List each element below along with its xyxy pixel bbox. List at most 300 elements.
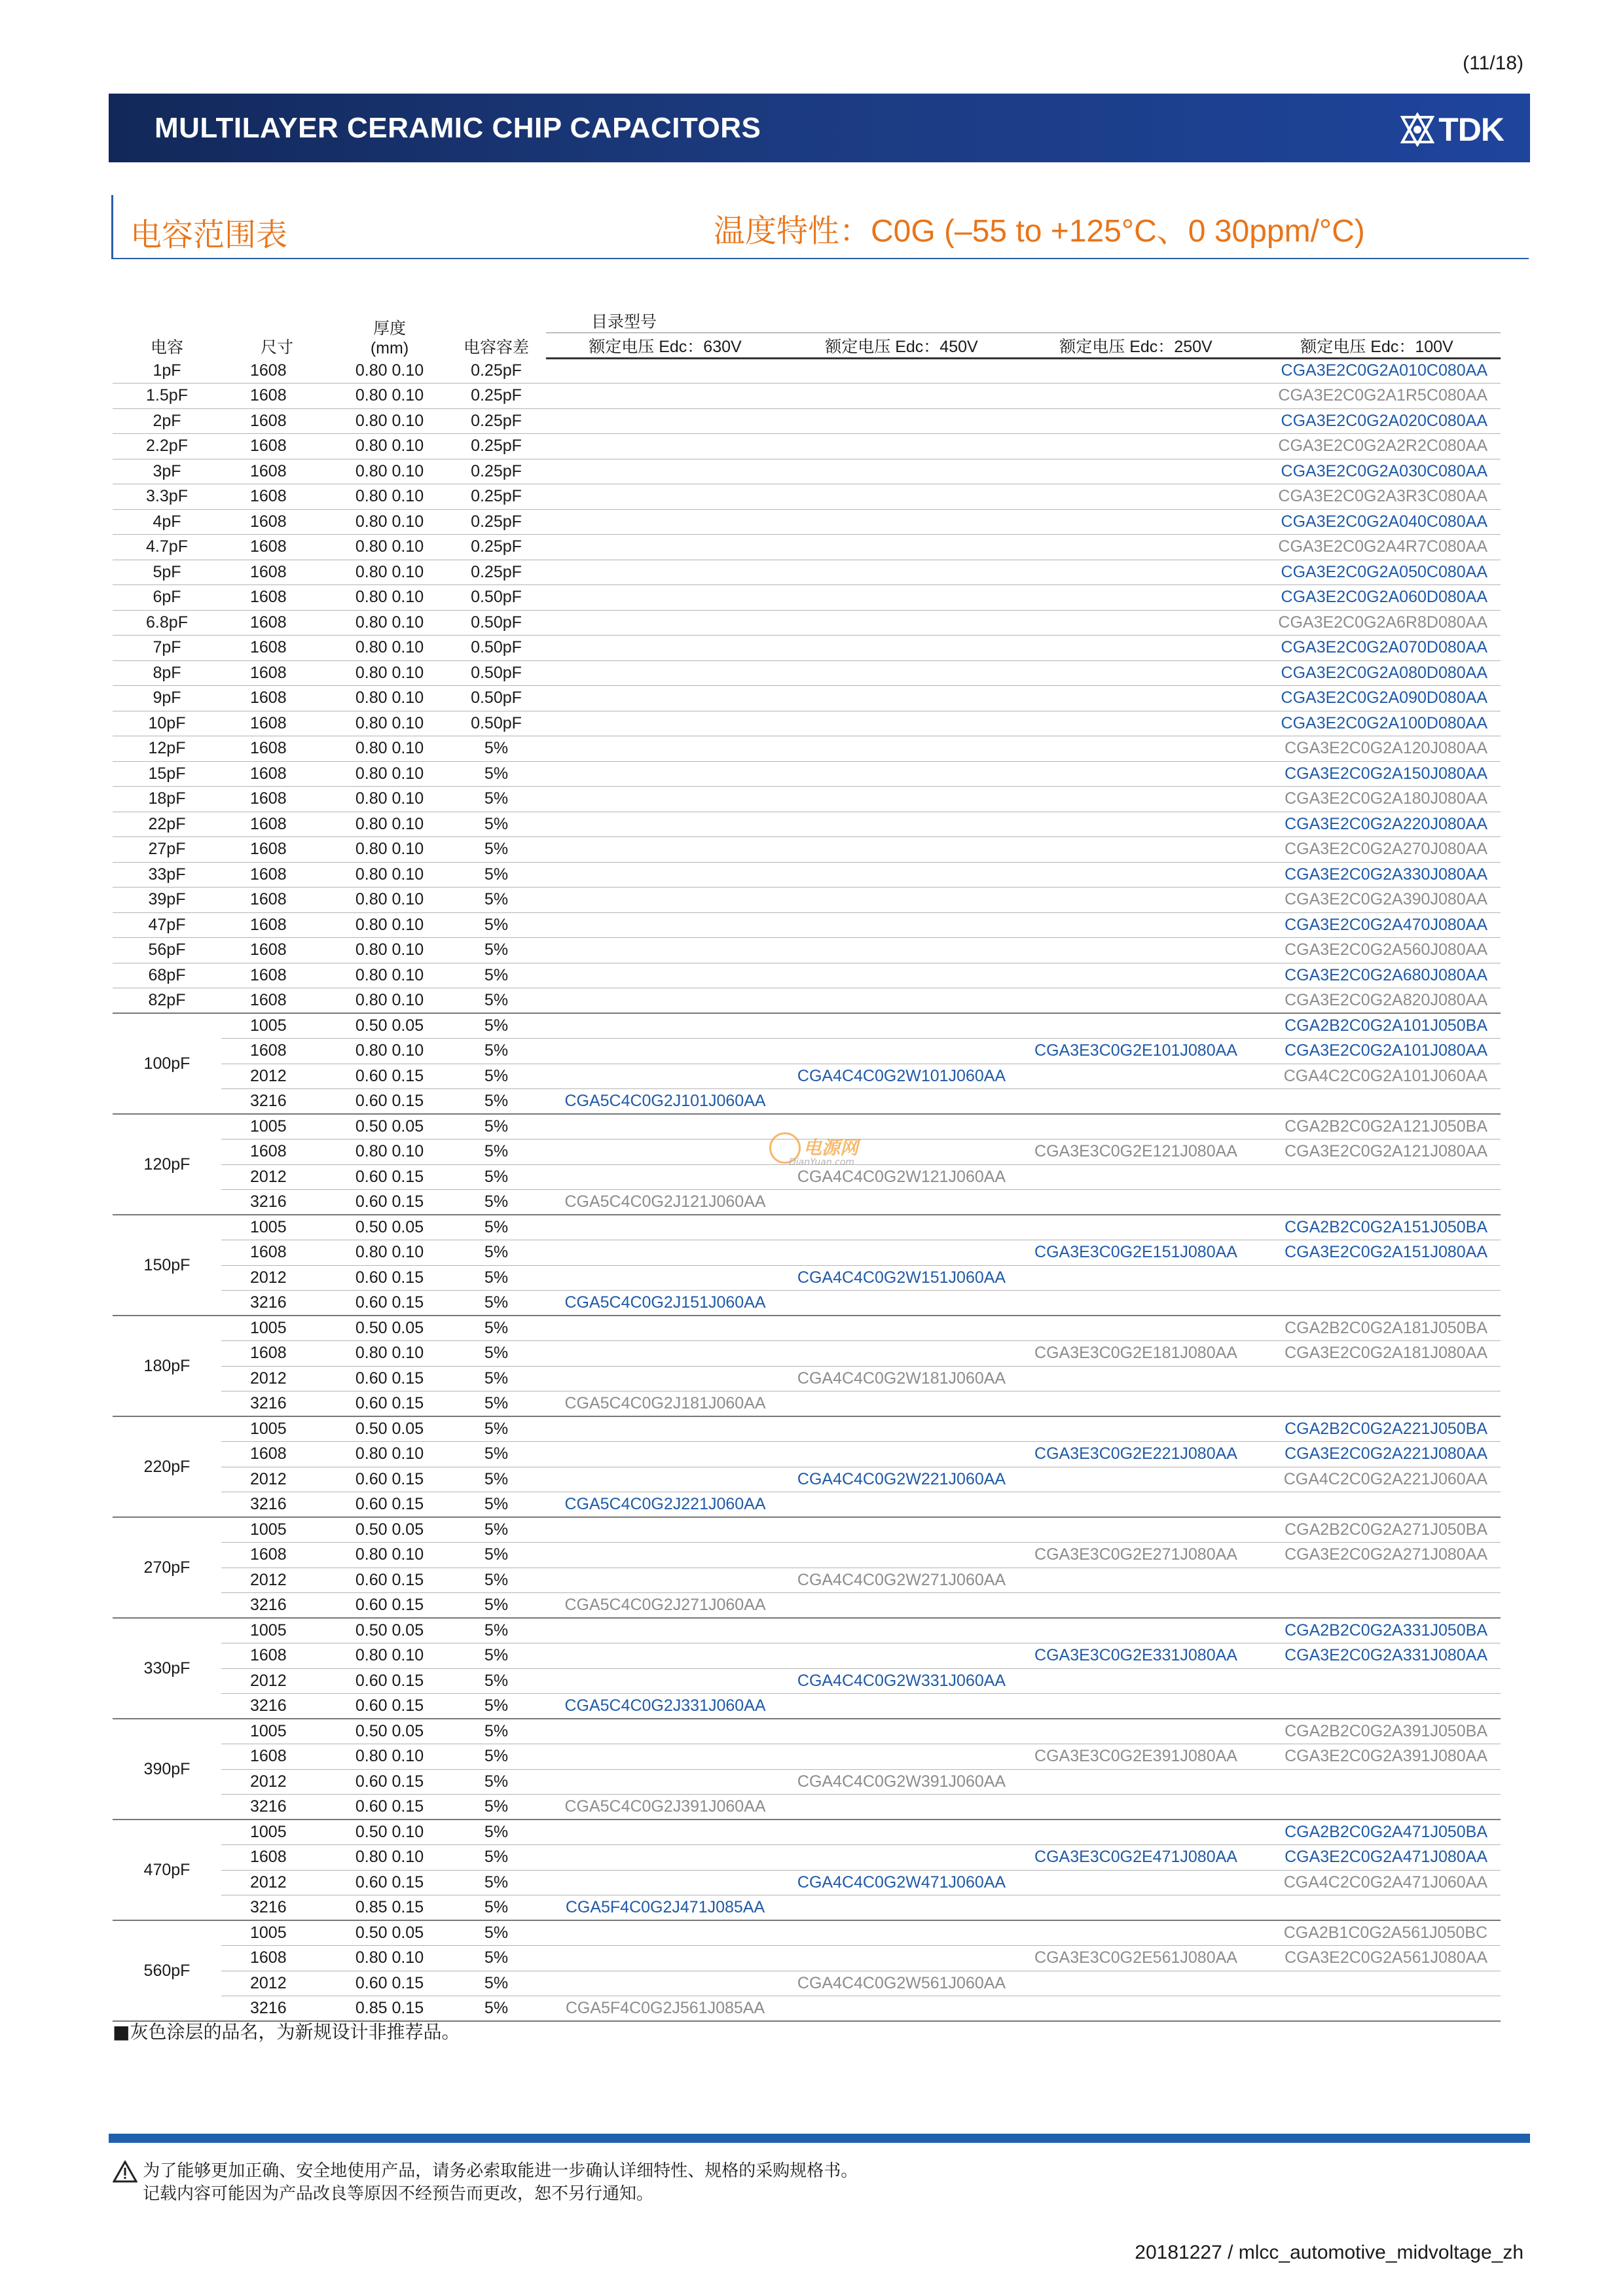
part-number-cell: [1019, 1668, 1253, 1694]
thickness-cell: 0.80 0.10: [333, 1240, 447, 1266]
part-number-cell: [1019, 837, 1253, 863]
part-number-cell: [784, 1291, 1019, 1316]
thickness-cell: 0.50 0.05: [333, 1618, 447, 1643]
part-number-cell: [1019, 1870, 1253, 1895]
watermark-text: 电源网: [803, 1137, 859, 1158]
part-number-cell: CGA5C4C0G2J151J060AA: [546, 1291, 784, 1316]
part-number-cell: CGA2B2C0G2A151J050BA: [1253, 1215, 1501, 1240]
thickness-cell: 0.80 0.10: [333, 1744, 447, 1770]
gray-part-note: ■灰色涂层的品名，为新规设计非推荐品。: [113, 2021, 460, 2043]
part-number-cell: [546, 1366, 784, 1391]
thickness-cell: 0.60 0.15: [333, 1467, 447, 1492]
tolerance-cell: 5%: [447, 1593, 546, 1619]
size-cell: 1005: [221, 1416, 333, 1442]
tolerance-cell: 5%: [447, 1215, 546, 1240]
table-row: [113, 1517, 1501, 1543]
table-row: [113, 560, 1501, 585]
thickness-cell: 0.80 0.10: [333, 862, 447, 888]
part-number-cell: [784, 1820, 1019, 1845]
part-number-cell: CGA3E2C0G2A070D080AA: [1253, 636, 1501, 661]
part-number-cell: [1019, 1391, 1253, 1417]
part-number-cell: CGA3E2C0G2A561J080AA: [1253, 1946, 1501, 1971]
part-number-cell: CGA5F4C0G2J561J085AA: [546, 1996, 784, 2022]
size-cell: 1005: [221, 1920, 333, 1946]
thickness-cell: 0.60 0.15: [333, 1870, 447, 1895]
thickness-cell: 0.60 0.15: [333, 1391, 447, 1417]
thickness-cell: 0.80 0.10: [333, 509, 447, 535]
capacitance-cell: 12pF: [113, 736, 221, 762]
table-row: [113, 434, 1501, 459]
part-number-cell: [546, 1517, 784, 1543]
part-number-cell: CGA5F4C0G2J471J085AA: [546, 1895, 784, 1921]
table-row: [113, 535, 1501, 560]
part-number-cell: [784, 1845, 1019, 1871]
capacitance-cell: 39pF: [113, 888, 221, 913]
part-number-cell: [1253, 1795, 1501, 1820]
part-number-cell: [1019, 1568, 1253, 1593]
table-row: [113, 963, 1501, 988]
table-row: [113, 812, 1501, 837]
table-row: [113, 787, 1501, 812]
part-number-cell: [784, 963, 1019, 988]
header-100v: 额定电压 Edc：100V: [1253, 333, 1501, 359]
table-row: [113, 509, 1501, 535]
size-cell: 2012: [221, 1064, 333, 1089]
tolerance-cell: 5%: [447, 1114, 546, 1139]
table-row: [113, 1694, 1501, 1719]
capacitance-cell: 330pF: [113, 1618, 221, 1719]
capacitance-cell: 18pF: [113, 787, 221, 812]
thickness-cell: 0.60 0.15: [333, 1492, 447, 1518]
part-number-cell: [784, 1543, 1019, 1568]
section-header: [111, 195, 1529, 259]
part-number-cell: [784, 686, 1019, 711]
capacitance-cell: 68pF: [113, 963, 221, 988]
table-row: [113, 711, 1501, 736]
part-number-cell: [546, 1668, 784, 1694]
part-number-cell: [1019, 686, 1253, 711]
size-cell: 3216: [221, 1593, 333, 1619]
table-row: [113, 660, 1501, 686]
part-number-cell: [784, 1517, 1019, 1543]
tolerance-cell: 0.50pF: [447, 585, 546, 611]
table-row: [113, 988, 1501, 1014]
size-cell: 3216: [221, 1895, 333, 1921]
catalog-label: 目录型号: [591, 313, 657, 331]
thickness-cell: 0.80 0.10: [333, 1845, 447, 1871]
part-number-cell: [1019, 384, 1253, 409]
size-cell: 1005: [221, 1316, 333, 1341]
part-number-cell: CGA3E2C0G2A050C080AA: [1253, 560, 1501, 585]
part-number-cell: [784, 837, 1019, 863]
table-row: [113, 1870, 1501, 1895]
table-row: [113, 1089, 1501, 1115]
part-number-cell: [1253, 1996, 1501, 2022]
part-number-cell: CGA4C4C0G2W471J060AA: [784, 1870, 1019, 1895]
tolerance-cell: 5%: [447, 1845, 546, 1871]
size-cell: 1608: [221, 812, 333, 837]
part-number-cell: [1019, 736, 1253, 762]
capacitance-cell: 8pF: [113, 660, 221, 686]
part-number-cell: [1019, 1366, 1253, 1391]
tolerance-cell: 0.25pF: [447, 509, 546, 535]
thickness-cell: 0.80 0.10: [333, 736, 447, 762]
part-number-cell: [1019, 434, 1253, 459]
table-row: [113, 1744, 1501, 1770]
part-number-cell: [546, 1920, 784, 1946]
part-number-cell: [546, 434, 784, 459]
tolerance-cell: 5%: [447, 837, 546, 863]
tolerance-cell: 5%: [447, 1391, 546, 1417]
part-number-cell: [784, 636, 1019, 661]
part-number-cell: [1019, 610, 1253, 636]
table-row: [113, 610, 1501, 636]
thickness-cell: 0.60 0.15: [333, 1366, 447, 1391]
size-cell: 1608: [221, 610, 333, 636]
part-number-cell: [784, 1920, 1019, 1946]
tolerance-cell: 0.50pF: [447, 711, 546, 736]
table-row: [113, 1769, 1501, 1795]
thickness-cell: 0.60 0.15: [333, 1668, 447, 1694]
capacitance-cell: 47pF: [113, 912, 221, 938]
size-cell: 2012: [221, 1265, 333, 1291]
part-number-cell: [784, 660, 1019, 686]
size-cell: 1608: [221, 560, 333, 585]
part-number-cell: [1019, 484, 1253, 510]
capacitance-cell: 10pF: [113, 711, 221, 736]
part-number-cell: CGA3E2C0G2A3R3C080AA: [1253, 484, 1501, 510]
table-row: [113, 408, 1501, 434]
part-number-cell: [1019, 1971, 1253, 1996]
part-number-cell: CGA3E2C0G2A090D080AA: [1253, 686, 1501, 711]
page-number: (11/18): [1463, 52, 1523, 74]
size-cell: 1005: [221, 1618, 333, 1643]
tolerance-cell: 5%: [447, 1820, 546, 1845]
thickness-cell: 0.80 0.10: [333, 837, 447, 863]
part-number-cell: CGA3E2C0G2A560J080AA: [1253, 938, 1501, 963]
tolerance-cell: 5%: [447, 1416, 546, 1442]
part-number-cell: [784, 1089, 1019, 1115]
part-number-cell: [546, 938, 784, 963]
part-number-cell: CGA3E2C0G2A100D080AA: [1253, 711, 1501, 736]
part-number-cell: [784, 912, 1019, 938]
header-450v: 额定电压 Edc：450V: [784, 333, 1019, 359]
size-cell: 3216: [221, 1291, 333, 1316]
size-cell: 1005: [221, 1013, 333, 1039]
part-number-cell: CGA3E2C0G2A181J080AA: [1253, 1341, 1501, 1367]
tolerance-cell: 5%: [447, 1568, 546, 1593]
part-number-cell: [784, 787, 1019, 812]
table-row: [113, 1064, 1501, 1089]
size-cell: 1608: [221, 509, 333, 535]
capacitance-cell: 15pF: [113, 761, 221, 787]
part-number-cell: CGA3E2C0G2A010C080AA: [1253, 358, 1501, 384]
part-number-cell: [1019, 761, 1253, 787]
part-number-cell: CGA3E3C0G2E561J080AA: [1019, 1946, 1253, 1971]
part-number-cell: [784, 1391, 1019, 1417]
size-cell: 1608: [221, 484, 333, 510]
part-number-cell: CGA3E3C0G2E151J080AA: [1019, 1240, 1253, 1266]
part-number-cell: [1019, 1820, 1253, 1845]
table-row: [113, 1467, 1501, 1492]
thickness-cell: 0.50 0.05: [333, 1719, 447, 1744]
table-row: [113, 358, 1501, 384]
thickness-cell: 0.60 0.15: [333, 1089, 447, 1115]
size-cell: 3216: [221, 1492, 333, 1518]
table-row: [113, 1568, 1501, 1593]
tdk-logo-icon: [1400, 113, 1434, 147]
tolerance-cell: 5%: [447, 1971, 546, 1996]
table-row: [113, 1341, 1501, 1367]
table-row: [113, 1442, 1501, 1467]
size-cell: 1608: [221, 862, 333, 888]
part-number-cell: [546, 888, 784, 913]
tolerance-cell: 5%: [447, 736, 546, 762]
part-number-cell: [546, 686, 784, 711]
part-number-cell: CGA3E2C0G2A331J080AA: [1253, 1643, 1501, 1669]
part-number-cell: [1019, 912, 1253, 938]
part-number-cell: [784, 560, 1019, 585]
tolerance-cell: 5%: [447, 1996, 546, 2022]
part-number-cell: CGA3E2C0G2A221J080AA: [1253, 1442, 1501, 1467]
tolerance-cell: 0.50pF: [447, 660, 546, 686]
table-row: [113, 585, 1501, 611]
thickness-cell: 0.50 0.05: [333, 1416, 447, 1442]
part-number-cell: [784, 1719, 1019, 1744]
part-number-cell: [1019, 1920, 1253, 1946]
part-number-cell: [784, 384, 1019, 409]
tolerance-cell: 5%: [447, 1291, 546, 1316]
part-number-cell: CGA4C4C0G2W561J060AA: [784, 1971, 1019, 1996]
part-number-cell: CGA3E2C0G2A080D080AA: [1253, 660, 1501, 686]
table-row: [113, 1895, 1501, 1921]
thickness-cell: 0.60 0.15: [333, 1593, 447, 1619]
part-number-cell: CGA5C4C0G2J331J060AA: [546, 1694, 784, 1719]
tolerance-cell: 0.25pF: [447, 408, 546, 434]
thickness-cell: 0.80 0.10: [333, 787, 447, 812]
part-number-cell: CGA2B2C0G2A471J050BA: [1253, 1820, 1501, 1845]
tolerance-cell: 5%: [447, 1013, 546, 1039]
table-row: [113, 1190, 1501, 1215]
thickness-cell: 0.50 0.05: [333, 1013, 447, 1039]
table-row: [113, 1719, 1501, 1744]
capacitance-cell: 120pF: [113, 1114, 221, 1215]
table-row: [113, 1492, 1501, 1518]
part-number-cell: [784, 484, 1019, 510]
part-number-cell: [1253, 1568, 1501, 1593]
part-number-cell: [1253, 1391, 1501, 1417]
part-number-cell: CGA3E2C0G2A040C080AA: [1253, 509, 1501, 535]
thickness-cell: 0.80 0.10: [333, 888, 447, 913]
size-cell: 1608: [221, 963, 333, 988]
tolerance-cell: 5%: [447, 1920, 546, 1946]
table-row: [113, 1820, 1501, 1845]
size-cell: 1608: [221, 711, 333, 736]
part-number-cell: [784, 434, 1019, 459]
thickness-cell: 0.80 0.10: [333, 812, 447, 837]
tolerance-cell: 5%: [447, 1240, 546, 1266]
part-number-cell: [1019, 938, 1253, 963]
tolerance-cell: 5%: [447, 1442, 546, 1467]
part-number-cell: CGA5C4C0G2J181J060AA: [546, 1391, 784, 1417]
part-number-cell: [784, 1946, 1019, 1971]
size-cell: 1608: [221, 938, 333, 963]
part-number-cell: [546, 1618, 784, 1643]
part-number-cell: [1019, 1593, 1253, 1619]
part-number-cell: CGA3E2C0G2A390J080AA: [1253, 888, 1501, 913]
tolerance-cell: 5%: [447, 1265, 546, 1291]
tolerance-cell: 0.50pF: [447, 686, 546, 711]
part-number-cell: [546, 358, 784, 384]
tolerance-cell: 5%: [447, 1139, 546, 1165]
thickness-cell: 0.60 0.15: [333, 1769, 447, 1795]
tolerance-cell: 5%: [447, 761, 546, 787]
part-number-cell: [546, 837, 784, 863]
tolerance-cell: 5%: [447, 1341, 546, 1367]
tolerance-cell: 5%: [447, 988, 546, 1014]
part-number-cell: [546, 1039, 784, 1064]
part-number-cell: [1019, 888, 1253, 913]
thickness-cell: 0.60 0.15: [333, 1568, 447, 1593]
part-number-cell: [784, 1795, 1019, 1820]
part-number-cell: CGA3E2C0G2A2R2C080AA: [1253, 434, 1501, 459]
watermark-subtext: DianYuan.com: [789, 1157, 855, 1168]
part-number-cell: [546, 1643, 784, 1669]
part-number-cell: [1253, 1492, 1501, 1518]
thickness-cell: 0.80 0.10: [333, 963, 447, 988]
thickness-cell: 0.80 0.10: [333, 660, 447, 686]
banner-title: MULTILAYER CERAMIC CHIP CAPACITORS: [155, 112, 761, 144]
table-row: [113, 1946, 1501, 1971]
part-number-cell: CGA3E2C0G2A020C080AA: [1253, 408, 1501, 434]
part-number-cell: CGA4C4C0G2W181J060AA: [784, 1366, 1019, 1391]
header-banner: [109, 94, 1530, 162]
header-catalog: [546, 308, 1501, 333]
size-cell: 1608: [221, 408, 333, 434]
thickness-cell: 0.80 0.10: [333, 585, 447, 611]
size-cell: 1608: [221, 636, 333, 661]
part-number-cell: CGA3E2C0G2A680J080AA: [1253, 963, 1501, 988]
part-number-cell: [784, 535, 1019, 560]
table-row: [113, 1013, 1501, 1039]
capacitance-cell: 180pF: [113, 1316, 221, 1416]
part-number-cell: [546, 1341, 784, 1367]
part-number-cell: CGA4C2C0G2A221J060AA: [1253, 1467, 1501, 1492]
capacitance-cell: 6.8pF: [113, 610, 221, 636]
size-cell: 1608: [221, 837, 333, 863]
part-number-cell: CGA5C4C0G2J121J060AA: [546, 1190, 784, 1215]
capacitance-cell: 1pF: [113, 358, 221, 384]
table-row: [113, 1416, 1501, 1442]
capacitance-cell: 27pF: [113, 837, 221, 863]
part-number-cell: [1253, 1291, 1501, 1316]
part-number-cell: [784, 888, 1019, 913]
part-number-cell: [784, 358, 1019, 384]
part-number-cell: [1019, 1316, 1253, 1341]
header-tolerance: 电容容差: [463, 338, 529, 357]
tolerance-cell: 5%: [447, 1543, 546, 1568]
footer-bar: [109, 2134, 1530, 2143]
part-number-cell: [546, 585, 784, 611]
thickness-cell: 0.50 0.05: [333, 1920, 447, 1946]
part-number-cell: CGA2B2C0G2A181J050BA: [1253, 1316, 1501, 1341]
part-number-cell: [784, 812, 1019, 837]
tolerance-cell: 5%: [447, 1164, 546, 1190]
tolerance-cell: 5%: [447, 1064, 546, 1089]
part-number-cell: [1019, 862, 1253, 888]
part-number-cell: CGA3E3C0G2E181J080AA: [1019, 1341, 1253, 1367]
part-number-cell: [546, 535, 784, 560]
section-title: 电容范围表: [130, 217, 288, 253]
tolerance-cell: 5%: [447, 1517, 546, 1543]
tolerance-cell: 0.25pF: [447, 384, 546, 409]
part-number-cell: [784, 1996, 1019, 2022]
thickness-cell: 0.60 0.15: [333, 1164, 447, 1190]
thickness-cell: 0.80 0.10: [333, 358, 447, 384]
part-number-cell: [1019, 660, 1253, 686]
part-number-cell: CGA3E3C0G2E221J080AA: [1019, 1442, 1253, 1467]
part-number-cell: [1019, 1291, 1253, 1316]
capacitance-cell: 1.5pF: [113, 384, 221, 409]
size-cell: 1005: [221, 1215, 333, 1240]
thickness-cell: 0.80 0.10: [333, 535, 447, 560]
part-number-cell: [1019, 988, 1253, 1014]
table-row: [113, 1215, 1501, 1240]
size-cell: 1608: [221, 736, 333, 762]
tolerance-cell: 0.25pF: [447, 560, 546, 585]
part-number-cell: CGA3E2C0G2A470J080AA: [1253, 912, 1501, 938]
thickness-cell: 0.80 0.10: [333, 761, 447, 787]
capacitance-cell: 6pF: [113, 585, 221, 611]
part-number-cell: [1019, 1895, 1253, 1921]
size-cell: 2012: [221, 1164, 333, 1190]
tolerance-cell: 0.25pF: [447, 434, 546, 459]
part-number-cell: CGA4C4C0G2W101J060AA: [784, 1064, 1019, 1089]
size-cell: 3216: [221, 1391, 333, 1417]
part-number-cell: [1019, 1996, 1253, 2022]
part-number-cell: [1019, 636, 1253, 661]
part-number-cell: CGA3E2C0G2A271J080AA: [1253, 1543, 1501, 1568]
size-cell: 1608: [221, 459, 333, 484]
part-number-cell: CGA5C4C0G2J271J060AA: [546, 1593, 784, 1619]
part-number-cell: [1253, 1366, 1501, 1391]
part-number-cell: CGA3E2C0G2A150J080AA: [1253, 761, 1501, 787]
table-row: [113, 1240, 1501, 1266]
part-number-cell: CGA2B2C0G2A271J050BA: [1253, 1517, 1501, 1543]
capacitance-cell: 3.3pF: [113, 484, 221, 510]
part-number-cell: [784, 1215, 1019, 1240]
header-capacitance: 电容: [150, 338, 183, 357]
part-number-cell: [546, 1064, 784, 1089]
part-number-cell: [546, 1870, 784, 1895]
part-number-cell: [546, 1543, 784, 1568]
part-number-cell: [546, 862, 784, 888]
thickness-cell: 0.60 0.15: [333, 1971, 447, 1996]
thickness-cell: 0.60 0.15: [333, 1265, 447, 1291]
part-number-cell: CGA2B2C0G2A101J050BA: [1253, 1013, 1501, 1039]
tolerance-cell: 5%: [447, 1366, 546, 1391]
part-number-cell: CGA3E2C0G2A151J080AA: [1253, 1240, 1501, 1266]
part-number-cell: [546, 560, 784, 585]
size-cell: 3216: [221, 1795, 333, 1820]
size-cell: 2012: [221, 1971, 333, 1996]
part-number-cell: [546, 1442, 784, 1467]
tolerance-cell: 5%: [447, 1694, 546, 1719]
tolerance-cell: 5%: [447, 812, 546, 837]
warning-notice: [113, 2160, 858, 2205]
part-number-cell: [546, 812, 784, 837]
part-number-cell: [1019, 408, 1253, 434]
